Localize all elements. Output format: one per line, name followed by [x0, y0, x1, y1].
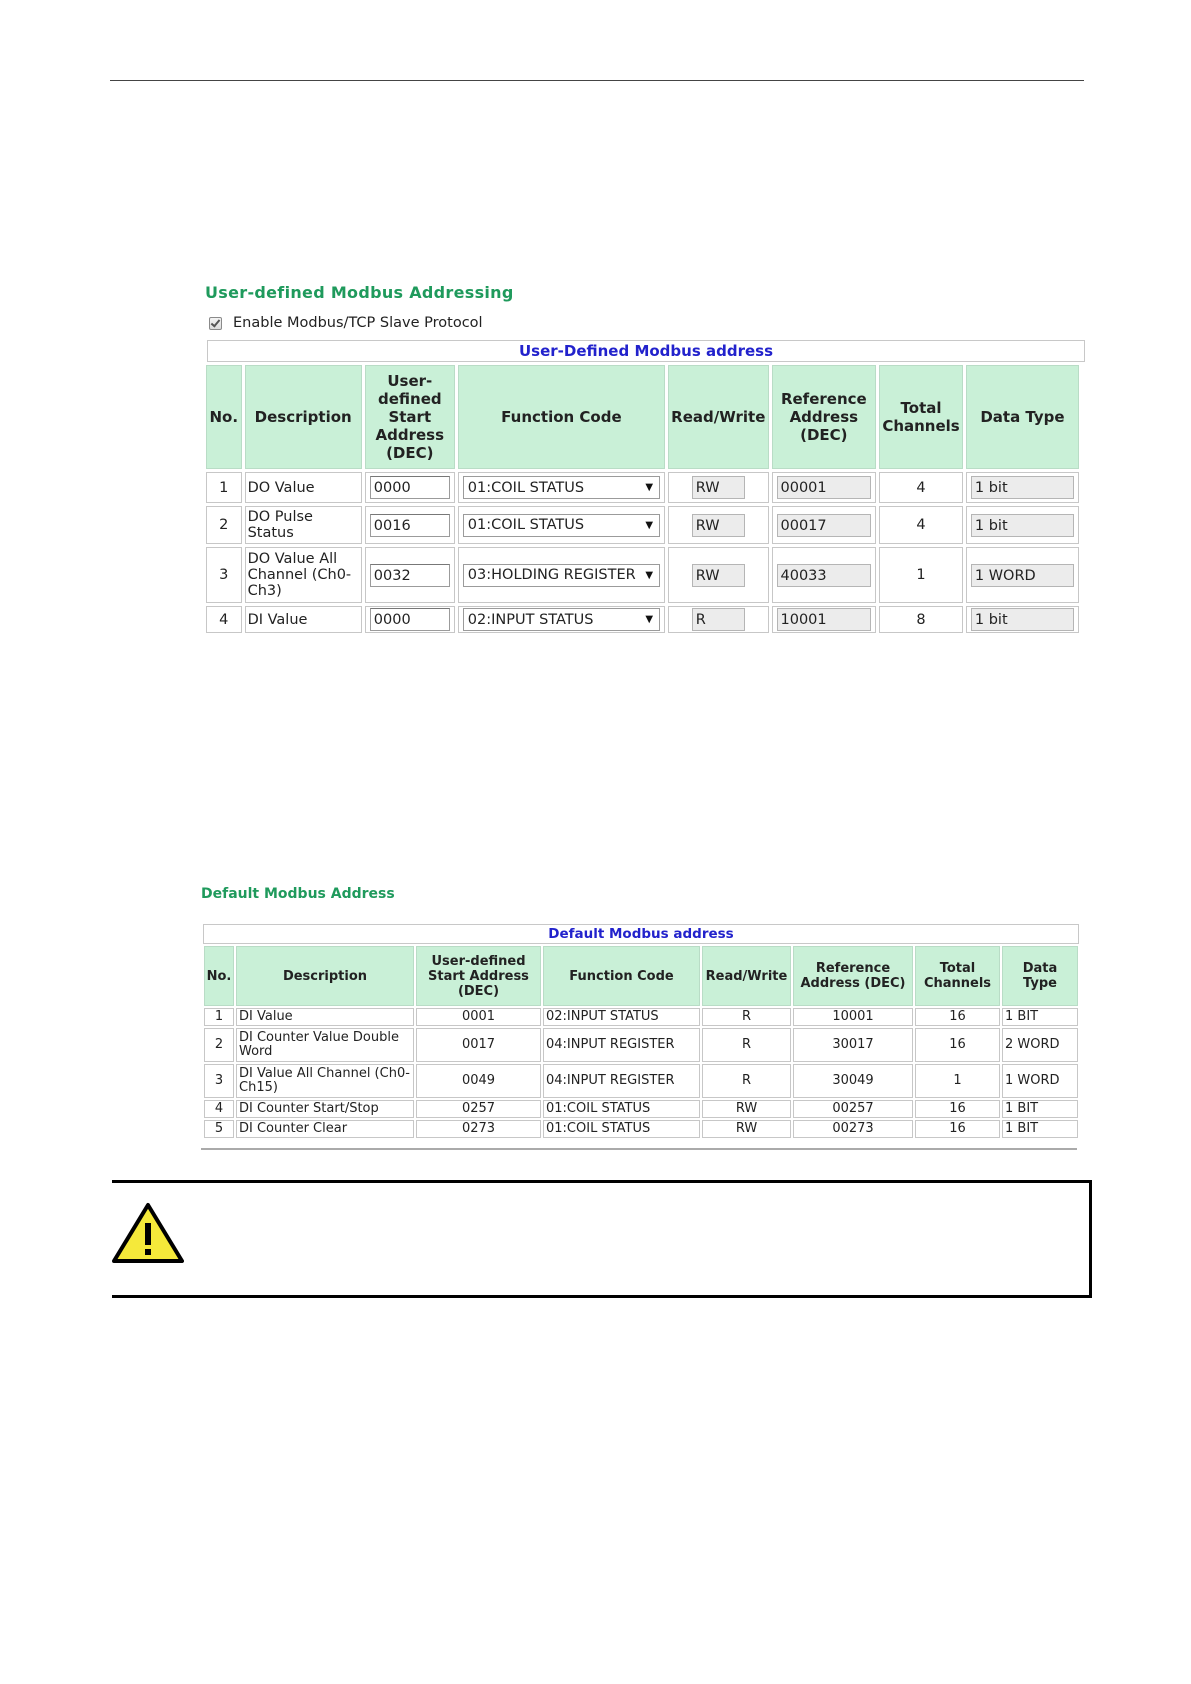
start-address-input[interactable]: 0000	[370, 608, 450, 631]
header-row	[204, 946, 1078, 1006]
col-header-start-address: User-defined Start Address (DEC)	[416, 946, 541, 1006]
row-no: 3	[206, 547, 242, 603]
reference-address-field: 10001	[777, 608, 872, 631]
row-read-write: R	[702, 1064, 791, 1098]
table-row	[206, 472, 1079, 503]
row-read-write: RW	[702, 1120, 791, 1138]
section-title-default: Default Modbus Address	[201, 886, 395, 902]
col-header-data-type: Data Type	[1002, 946, 1078, 1006]
row-description: DI Value All Channel (Ch0-Ch15)	[236, 1064, 414, 1098]
row-function-code: 01:COIL STATUS	[543, 1120, 700, 1138]
row-no: 5	[204, 1120, 234, 1138]
start-address-input[interactable]: 0000	[370, 476, 450, 499]
row-reference: 10001	[793, 1008, 913, 1026]
row-description: DI Value	[236, 1008, 414, 1026]
table-row	[204, 1028, 1078, 1062]
row-read-write: RW	[702, 1100, 791, 1118]
enable-modbus-label: Enable Modbus/TCP Slave Protocol	[233, 315, 483, 331]
row-data-type: 1 BIT	[1002, 1120, 1078, 1138]
row-function-code: 01:COIL STATUS	[543, 1100, 700, 1118]
table-row	[204, 1008, 1078, 1026]
function-code-value: 03:HOLDING REGISTER	[467, 567, 636, 583]
row-total-channels: 16	[915, 1008, 1000, 1026]
total-channels-value: 1	[879, 547, 963, 603]
row-reference: 30017	[793, 1028, 913, 1062]
row-reference: 00273	[793, 1120, 913, 1138]
row-description: DI Counter Start/Stop	[236, 1100, 414, 1118]
dropdown-arrow-icon: ▼	[645, 519, 654, 531]
row-start-address: 0001	[416, 1008, 541, 1026]
enable-modbus-checkbox[interactable]	[209, 317, 222, 330]
user-defined-address-table	[203, 362, 1082, 636]
row-total-channels: 1	[915, 1064, 1000, 1098]
function-code-value: 02:INPUT STATUS	[467, 611, 594, 628]
col-header-read-write: Read/Write	[702, 946, 791, 1006]
warning-triangle-icon	[112, 1201, 184, 1265]
function-code-select[interactable]	[463, 564, 660, 587]
total-channels-value: 4	[879, 472, 963, 503]
col-header-read-write: Read/Write	[668, 365, 768, 469]
default-address-table	[202, 944, 1080, 1140]
row-data-type: 1 BIT	[1002, 1008, 1078, 1026]
row-reference: 30049	[793, 1064, 913, 1098]
row-no: 4	[206, 606, 242, 633]
row-total-channels: 16	[915, 1028, 1000, 1062]
row-description: DO Pulse Status	[245, 506, 362, 544]
function-code-select[interactable]	[463, 608, 660, 631]
data-type-field: 1 WORD	[971, 564, 1074, 587]
read-write-field: RW	[692, 476, 745, 499]
row-data-type: 1 BIT	[1002, 1100, 1078, 1118]
row-reference: 00257	[793, 1100, 913, 1118]
function-code-select[interactable]	[463, 476, 660, 499]
header-row	[206, 365, 1079, 469]
start-address-input[interactable]: 0016	[370, 514, 450, 537]
row-function-code: 02:INPUT STATUS	[543, 1008, 700, 1026]
row-start-address: 0257	[416, 1100, 541, 1118]
function-code-value: 01:COIL STATUS	[467, 517, 585, 533]
table-row	[204, 1100, 1078, 1118]
col-header-function-code: Function Code	[458, 365, 665, 469]
section-title-user-defined: User-defined Modbus Addressing	[205, 283, 514, 302]
col-header-data-type: Data Type	[966, 365, 1079, 469]
col-header-reference: Reference Address (DEC)	[772, 365, 877, 469]
col-header-description: Description	[245, 365, 362, 469]
row-function-code: 04:INPUT REGISTER	[543, 1064, 700, 1098]
col-header-start-address: User-defined Start Address (DEC)	[365, 365, 455, 469]
col-header-no: No.	[206, 365, 242, 469]
page-header-rule	[110, 80, 1084, 81]
row-start-address: 0049	[416, 1064, 541, 1098]
col-header-total-channels: Total Channels	[879, 365, 963, 469]
total-channels-value: 8	[879, 606, 963, 633]
attention-box	[112, 1180, 1092, 1298]
default-table-bottom-rule	[201, 1148, 1077, 1150]
row-data-type: 1 WORD	[1002, 1064, 1078, 1098]
read-write-field: RW	[692, 514, 745, 537]
table-row	[206, 506, 1079, 544]
row-description: DI Value	[245, 606, 362, 633]
row-total-channels: 16	[915, 1100, 1000, 1118]
row-data-type: 2 WORD	[1002, 1028, 1078, 1062]
data-type-field: 1 bit	[971, 476, 1074, 499]
row-description: DO Value	[245, 472, 362, 503]
row-start-address: 0273	[416, 1120, 541, 1138]
data-type-field: 1 bit	[971, 514, 1074, 537]
row-no: 2	[204, 1028, 234, 1062]
read-write-field: RW	[692, 564, 745, 587]
row-no: 2	[206, 506, 242, 544]
row-no: 4	[204, 1100, 234, 1118]
table-caption-default: Default Modbus address	[203, 924, 1079, 944]
read-write-field: R	[692, 608, 745, 631]
reference-address-field: 40033	[777, 564, 872, 587]
col-header-no: No.	[204, 946, 234, 1006]
col-header-function-code: Function Code	[543, 946, 700, 1006]
reference-address-field: 00001	[777, 476, 872, 499]
table-row	[206, 547, 1079, 603]
table-row	[204, 1064, 1078, 1098]
row-start-address: 0017	[416, 1028, 541, 1062]
table-caption-user-defined: User-Defined Modbus address	[207, 340, 1085, 362]
row-no: 1	[206, 472, 242, 503]
col-header-total-channels: Total Channels	[915, 946, 1000, 1006]
table-row	[206, 606, 1079, 633]
function-code-value: 01:COIL STATUS	[467, 479, 585, 496]
row-no: 1	[204, 1008, 234, 1026]
enable-modbus-row	[209, 315, 483, 331]
reference-address-field: 00017	[777, 514, 872, 537]
dropdown-arrow-icon: ▼	[645, 614, 654, 625]
col-header-reference: Reference Address (DEC)	[793, 946, 913, 1006]
table-row	[204, 1120, 1078, 1138]
row-read-write: R	[702, 1028, 791, 1062]
function-code-select[interactable]	[463, 514, 660, 537]
total-channels-value: 4	[879, 506, 963, 544]
dropdown-arrow-icon: ▼	[645, 482, 654, 493]
dropdown-arrow-icon: ▼	[645, 569, 654, 581]
row-description: DI Counter Value Double Word	[236, 1028, 414, 1062]
row-total-channels: 16	[915, 1120, 1000, 1138]
row-function-code: 04:INPUT REGISTER	[543, 1028, 700, 1062]
row-no: 3	[204, 1064, 234, 1098]
row-read-write: R	[702, 1008, 791, 1026]
row-description: DO Value All Channel (Ch0-Ch3)	[245, 547, 362, 603]
start-address-input[interactable]: 0032	[370, 564, 450, 587]
data-type-field: 1 bit	[971, 608, 1074, 631]
col-header-description: Description	[236, 946, 414, 1006]
row-description: DI Counter Clear	[236, 1120, 414, 1138]
